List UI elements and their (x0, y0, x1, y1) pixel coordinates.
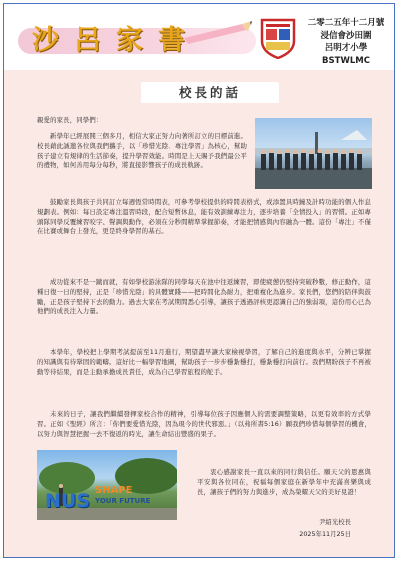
shape-sign-line-2: YOUR FUTURE (95, 497, 151, 505)
paragraph-1: 新學年已經展開三個多月，相信大家正努力向著所訂立的目標前進。校長藉此誠邀各位與我們攜手，以「珍惜光陰．專注學習」為核心，幫助孩子建立有規律的生活節奏，提升學習效能。時間是上天賜予我們最公平的禮物，如何善用每分每秒，將直接影響孩子的成長軌跡。 (37, 132, 247, 170)
shape-sign (95, 486, 150, 506)
school-abbreviation: BSTWLMC (322, 55, 370, 66)
paragraph-4: 本學年，學校把上學期考試提前至11月進行，期望盡早讓大家檢視學習，了解自己的進度與水平，分辨已掌握的知識與有待鞏固的範疇。這好比一幅學習地圖，幫助孩子一步步穩紮穩打，穩紮穩打向前行。我們期盼孩子不再被動等待結果，而是主動承擔成長責任，成為自己學習旅程的舵手。 (37, 348, 371, 376)
signature: 尹紹光校長 (319, 518, 351, 526)
group-photo (255, 118, 372, 189)
letter-content (29, 70, 373, 556)
issue-date: 二零二五年十二月號 (307, 18, 385, 28)
paragraph-5: 未來的日子，讓我們繼續發揮家校合作的精神，引導每位孩子因應個人的需要調整策略，以更有效率的方式學習。正如《聖經》所言：「你們要愛惜光陰，因為現今的世代邪惡。」（以弗所書5:16）願我們珍惜每個學習的機會，以努力與智慧把握一去不復返的時光，讓生命結出豐盛的果子。 (37, 410, 371, 438)
school-name-line-1: 浸信會沙田圍 (320, 30, 372, 41)
paragraph-6: 衷心感謝家長一直以來的同行與信任。願天父的恩惠與平安與各位同在，祝福每個家庭在新學年中充滿喜樂與成長，讓孩子們的努力與進步，成為榮耀天父的美好見證！ (197, 468, 371, 496)
shape-sign-line-1: SHAPE (95, 485, 133, 496)
nus-sign: NUS (45, 490, 91, 512)
paragraph-2: 鼓勵家長與孩子共同訂立每週恆常時間表，可參考學校提供的時間表格式，或添置具時鐘及計時功能的個人作息規劃表。例如：每日設定專注溫習時段，配合短暫休息，能有效訓練專注力，逐步培養「全情投入」的習慣。正如專頭隊同學反覆練習咬字、聲調與動作，必須在分秒間精準掌握節奏，才能把情感與內容融為一體。這份「專注」不僅在比賽或舞台上發光，更是終身學習的基石。 (37, 198, 371, 236)
paragraph-3: 成功從來不是一蹴而就，有如學校游泳隊的同學每天在池中往返練習，即使疲憊仍堅持突破秒數，修正動作，這種日復一日的堅持，正是「珍惜光陰」的具體實踐——把時間化為耐力，把重複化為進步。家長們，您們的陪伴與鼓勵，正是孩子堅持下去的動力。過去大家在考試期間悉心引導，讓孩子透過評核更認識自己的強弱項，這份用心已為他們的成長注入力量。 (37, 278, 371, 316)
letter-heading: 校長的話 (141, 82, 279, 103)
letter-date: 2025年11月25日 (299, 530, 351, 538)
header (4, 4, 394, 70)
greeting: 親愛的家長，同學們： (37, 116, 103, 124)
school-info (300, 17, 392, 67)
newsletter-page (3, 3, 395, 558)
nus-photo (37, 450, 177, 520)
group-photo-image (255, 118, 372, 189)
newsletter-title: 沙呂家書 (32, 25, 200, 56)
school-name-line-2: 呂明才小學 (324, 43, 368, 53)
school-logo (258, 17, 298, 59)
